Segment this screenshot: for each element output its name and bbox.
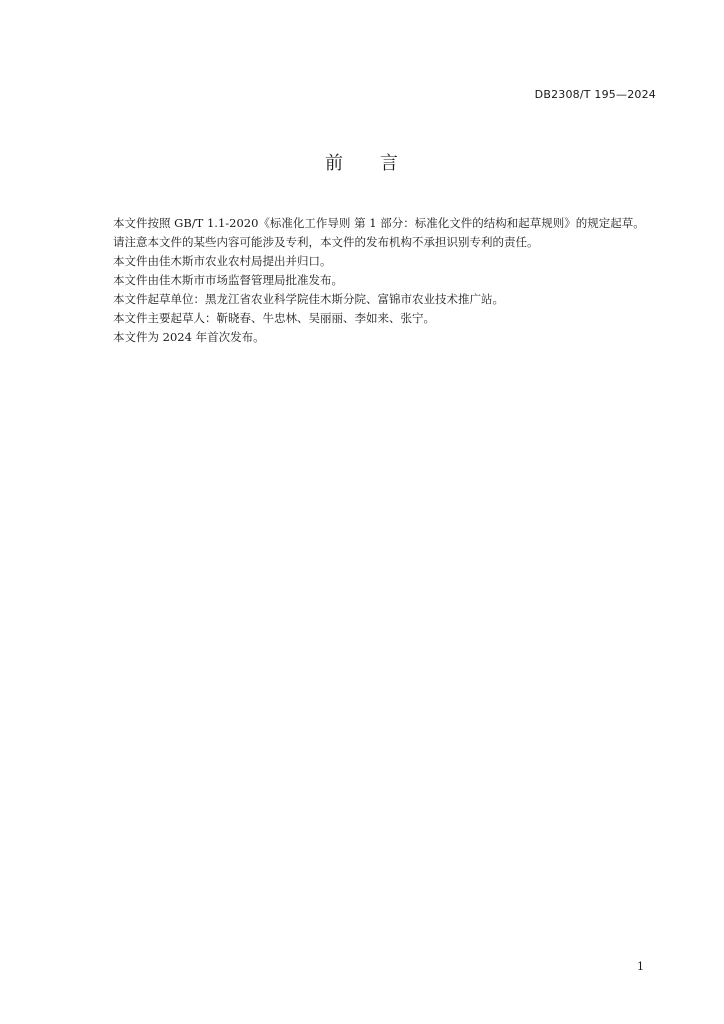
paragraph-publisher: 本文件由佳木斯市市场监督管理局批准发布。 (113, 273, 343, 287)
foreword-body (88, 214, 658, 347)
document-code: DB2308/T 195—2024 (534, 88, 656, 101)
paragraph-drafters: 本文件主要起草人：靳晓春、牛忠林、吴丽丽、李如来、张宁。 (113, 311, 435, 325)
title-char-2: 言 (380, 153, 399, 174)
title-char-1: 前 (325, 153, 344, 174)
paragraph-first-release: 本文件为 2024 年首次发布。 (113, 330, 265, 344)
paragraph-drafting-units: 本文件起草单位：黑龙江省农业科学院佳木斯分院、富锦市农业技术推广站。 (113, 292, 504, 306)
paragraph-proposer: 本文件由佳木斯市农业农村局提出并归口。 (113, 254, 332, 268)
paragraph-drafting-basis: 本文件按照 GB/T 1.1-2020《标准化工作导则 第 1 部分：标准化文件的结构和起草规则》的规定起草。 (113, 216, 645, 230)
section-title (0, 149, 724, 175)
paragraph-patent-notice: 请注意本文件的某些内容可能涉及专利，本文件的发布机构不承担识别专利的责任。 (113, 235, 539, 249)
page-number: 1 (637, 960, 644, 973)
